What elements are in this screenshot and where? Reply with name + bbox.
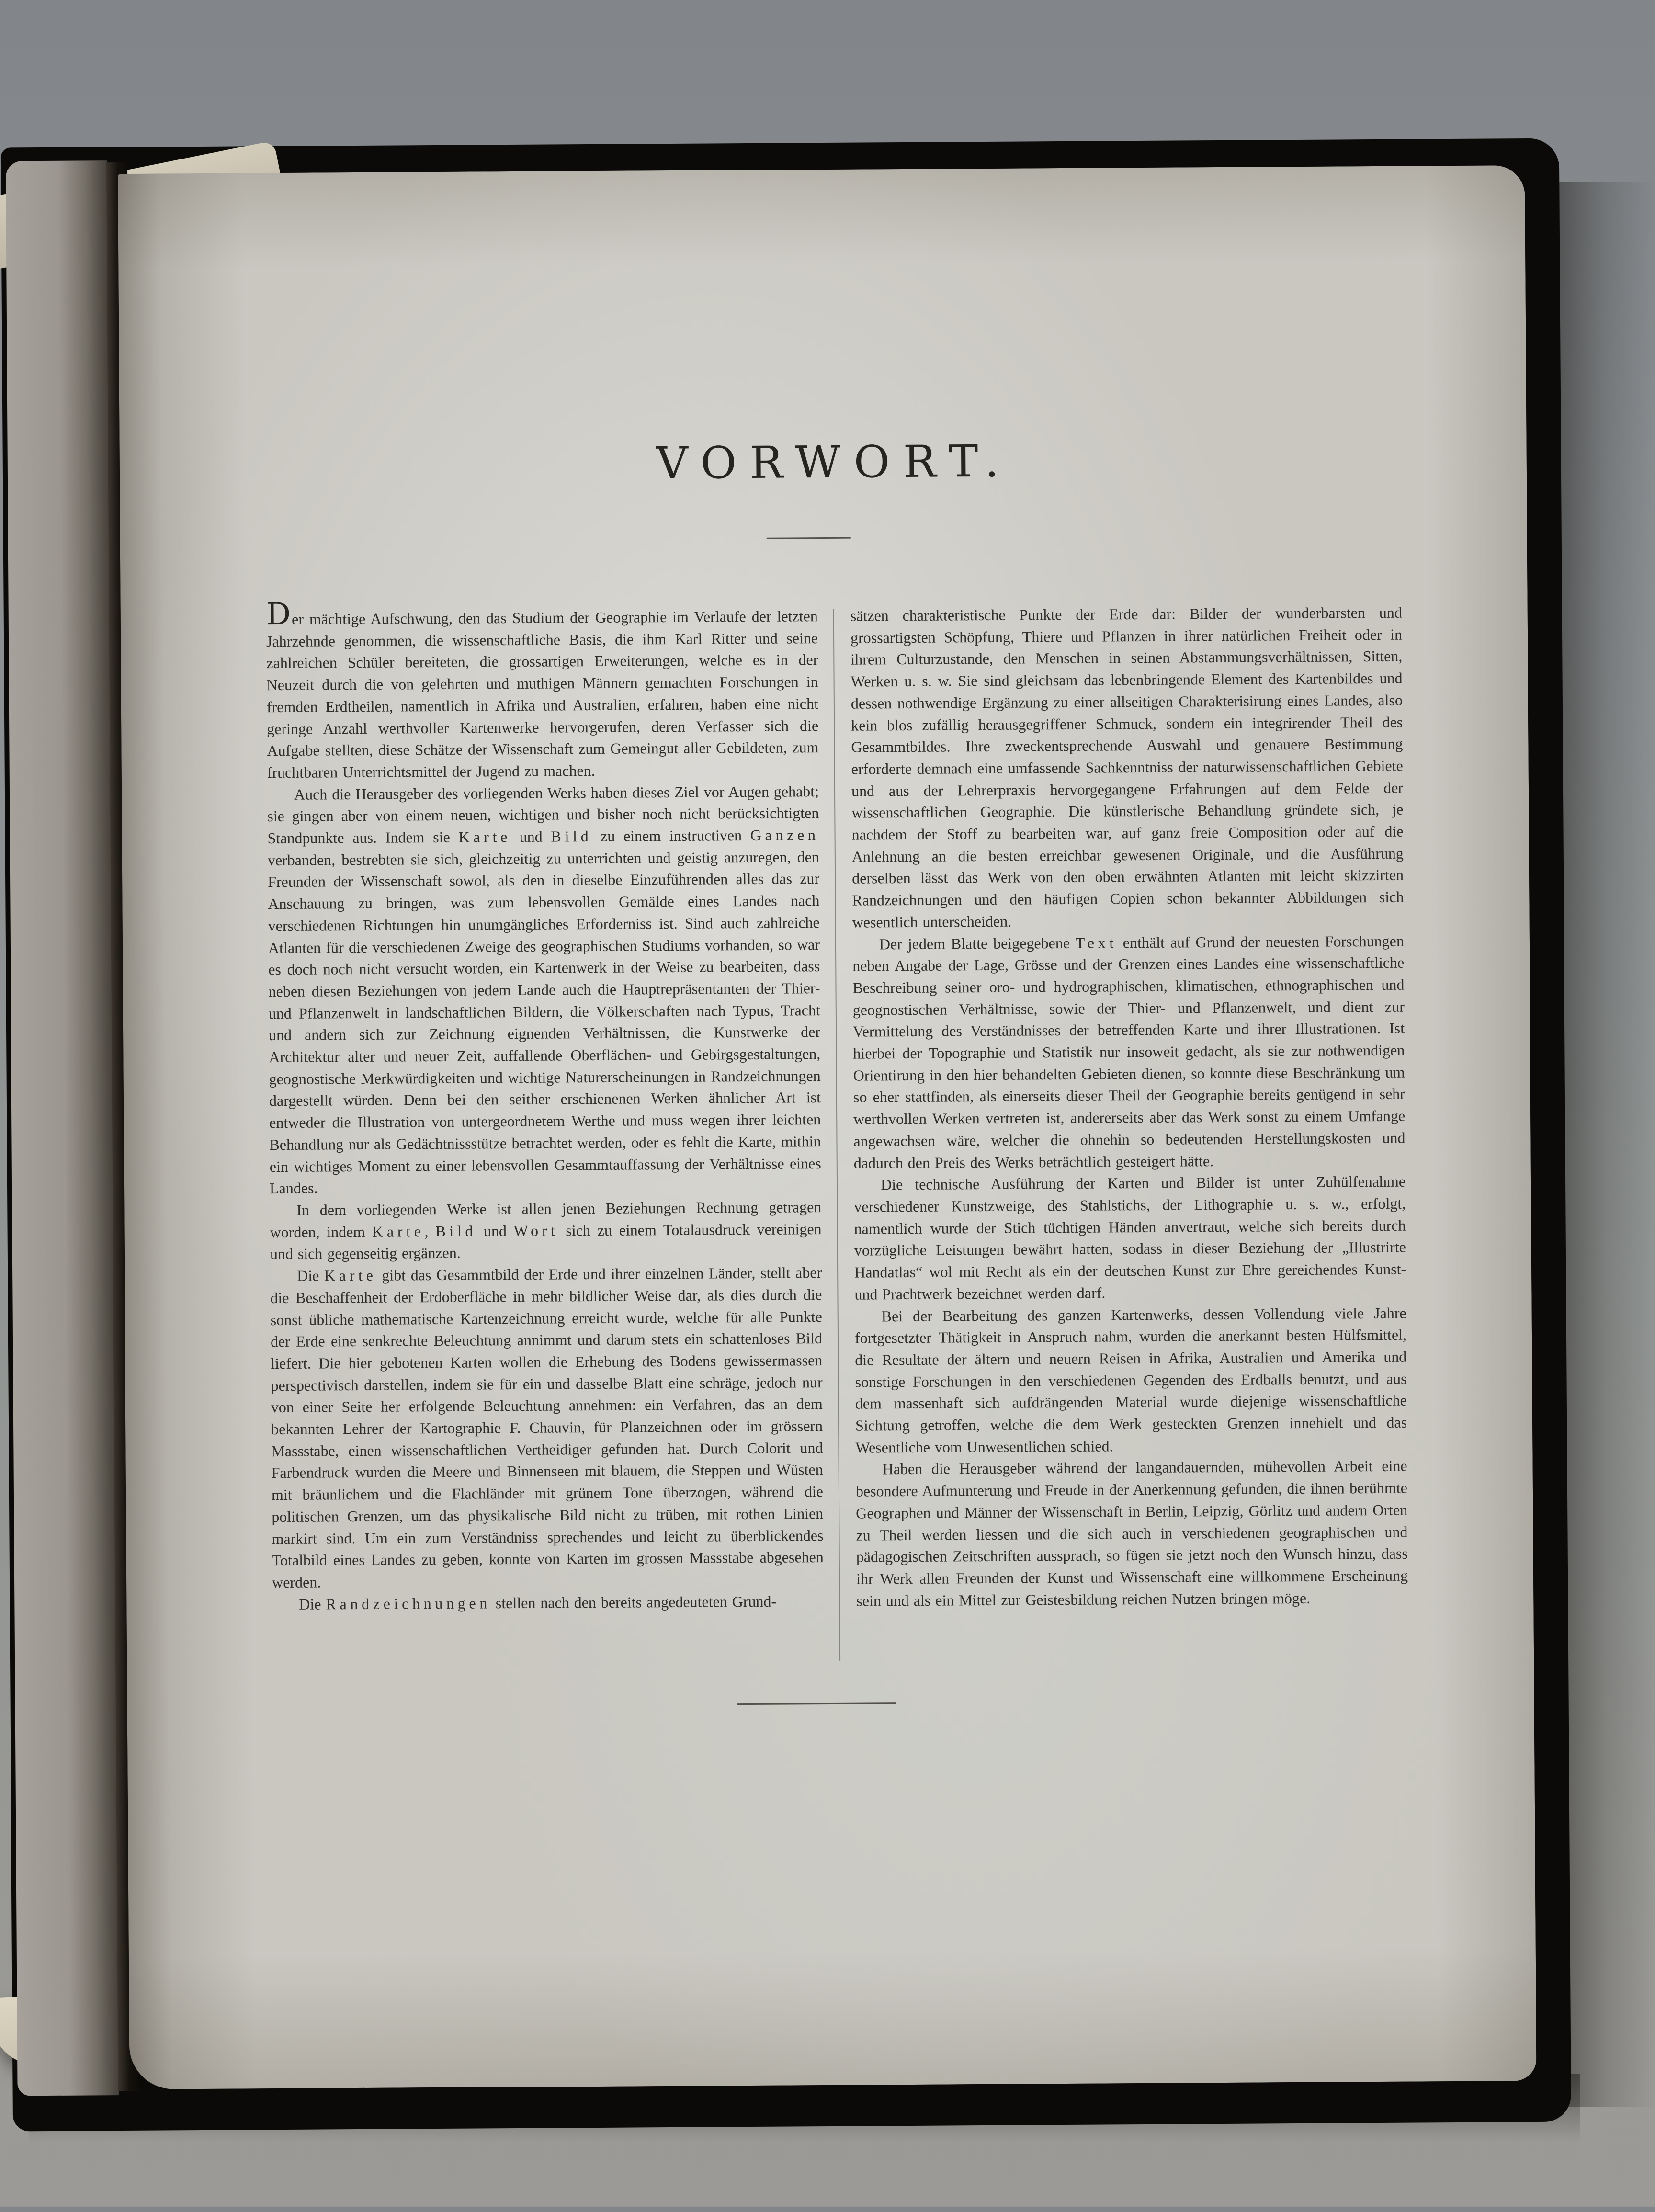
paragraph: sätzen charakteristische Punkte der Erde dar: Bilder der wunderbarsten und grossartigsten Schöpfung, Thiere und Pflanzen in ihrer natürlichen Freiheit oder in ihrem Culturzustande, den Menschen in seinen Abstammungsverhältnissen, Sitten, Werken u. s. w. Sie sind gleichsam das lebenbringende Element des Kartenbildes und dessen nothwendige Ergänzung zu einer allseitigen Charakterisirung eines Landes, also kein blos zufällig herausgegriffener Schmuck, sondern ein integrirender Theil des Gesammtbildes. Ihre zweckentsprechende Auswahl und genauere Bestimmung erforderte demnach eine umfassende Sachkenntniss der naturwissenschaftlichen Gebiete und aus der Lehrerpraxis hervorgegangene Erfahrungen auf dem Felde der wissenschaftlichen Geographie. Die künstlerische Behandlung gründete sich, je nachdem der Stoff zu bearbeiten war, auf ganz freie Composition oder auf die Anlehnung an die besten erreichbar gewesenen Originale, und die Ausführung derselben lässt das Werk von den oben erwähnten Atlanten mit leicht skizzirten Randzeichnungen und den häufigen Copien schon bekannter Abbildungen sich wesentlich unterscheiden. [850,603,1404,931]
paragraph: Der jedem Blatte beigegebene Text enthält auf Grund der neuesten Forschungen neben Angabe der Lage, Grösse und der Grenzen eines Landes eine wissenschaftliche Beschreibung seiner oro- und hydrographischen, klimatischen, ethnographischen und geognostischen Verhältnisse, sowie der Thier- und Pflanzenwelt, und dient zur Vermittelung des Verständnisses der betreffenden Karte und ihrer Illustrationen. Ist hierbei der Topographie und Statistik nur insoweit gedacht, als sie zur nothwendigen Orientirung in den hier behandelten Gebieten dienen, so konnte diese Beschränkung um so eher stattfinden, als einerseits dieser Theil der Geographie bereits genügend in sehr werthvollen Werken vertreten ist, andererseits aber das Werk sonst zu einem Umfange angewachsen wäre, welcher die ohnehin so bedeutenden Herstellungskosten und dadurch den Preis des Werks beträchtlich gesteigert hätte. [852,932,1406,1172]
drop-initial: D [266,596,291,633]
paragraph: Auch die Herausgeber des vorliegenden Werks haben dieses Ziel vor Augen gehabt; sie gingen aber von einem neuen, wichtigen und bisher noch nicht berücksichtigten Standpunkte aus. Indem sie Karte und Bild zu einem instructiven Ganzen verbanden, bestrebten sie sich, gleichzeitig zu unterrichten und geistig anzuregen, den Freunden der Wissenschaft sowol, als den in dieselbe Einzuführenden alles das zur Anschauung zu bringen, was zum lebensvollen Gemälde eines Landes nach verschiedenen Richtungen hin unumgängliches Erforderniss ist. Sind auch zahlreiche Atlanten für die verschiedenen Zweige des geographischen Studiums vorhanden, so war es doch noch nicht versucht worden, ein Kartenwerk in der Weise zu bearbeiten, dass neben diesen Beziehungen von jedem Lande auch die Hauptrepräsentanten der Thier- und Pflanzenwelt in landschaftlichen Bildern, die Völkerschaften nach Typus, Tracht und andern sich zur Zeichnung eignenden Verhältnissen, die Kunstwerke der Architektur alter und neuer Zeit, auffallende Oberflächen- und Gebirgsgestaltungen, geognostische Merkwürdigkeiten und wichtige Naturerscheinungen in Randzeichnungen dargestellt würden. Denn bei den seither erschienenen Werken ähnlicher Art ist entweder die Illustration von untergeordnetem Werthe und muss wegen ihrer leichten Behandlung nur als Gedächtnissstütze betrachtet werden, oder es fehlt die Karte, mithin ein wichtiges Moment zu einer lebensvollen Gesammtauffassung der Verhältnisse eines Landes. [267,782,821,1197]
paragraph: Haben die Herausgeber während der langandauernden, mühevollen Arbeit eine besondere Aufmunterung und Freude in der Anerkennung gefunden, die ihnen berühmte Geographen und Männer der Wissenschaft in Berlin, Leipzig, Görlitz und andern Orten zu Theil werden liessen und die sich auch in verschiedenen geographischen und pädagogischen Zeitschriften aussprach, so fügen sie jetzt noch den Wunsch hinzu, dass ihr Werk allen Freunden der Kunst und Wissenschaft eine willkommene Erscheinung sein und als ein Mittel zur Geistesbildung reichen Nutzen bringen möge. [855,1457,1408,1610]
facing-page [6,160,119,2096]
paragraph: Bei der Bearbeitung des ganzen Kartenwerks, dessen Vollendung viele Jahre fortgesetzter Thätigkeit in Anspruch nahm, wurden die anerkannt besten Hülfsmittel, die Resultate der ältern und neuern Reisen in Afrika, Australien und Amerika und sonstige Forschungen in den verschiedenen Gegenden des Erdballs benutzt, und aus dem massenhaft sich aufdrängenden Material wurde diejenige wissenschaftliche Sichtung getroffen, welche die dem Werk gesteckten Grenzen innehielt und das Wesentliche vom Unwesentlichen schied. [854,1304,1407,1456]
page-title: VORWORT. [656,435,1012,489]
paragraph: Die technische Ausführung der Karten und Bilder ist unter Zuhülfenahme verschiedener Kunstzweige, des Stahlstichs, der Lithographie u. s. w., erfolgt, namentlich wurde der Stich tüchtigen Händen anvertraut, welche sich bereits durch vorzügliche Leistungen bewährt hatten, sodass in dieser Beziehung der „Illustrirte Handatlas“ wol mit Recht als ein der deutschen Kunst zur Ehre gereichendes Kunst- und Prachtwerk bezeichnet werden darf. [854,1172,1406,1303]
paragraph: Die Randzeichnungen stellen nach den bereits angedeuteten Grund- [299,1592,777,1613]
column-left [266,596,824,1615]
paragraph: In dem vorliegenden Werke ist allen jenen Beziehungen Rechnung getragen worden, indem Karte, Bild und Wort sich zu einem Totalausdruck vereinigen und sich gegenseitig ergänzen. [270,1198,822,1263]
paragraph: Der mächtige Aufschwung, den das Studium der Geographie im Verlaufe der letzten Jahrzehnde genommen, die wissenschaftliche Basis, die ihm Karl Ritter und seine zahlreichen Schüler bereiteten, die grossartigen Erweiterungen, welche es in der Neuzeit durch die von gelehrten und muthigen Männern gemachten Forschungen in fremden Erdtheilen, namentlich in Afrika und Australien, erfahren, haben eine nicht geringe Anzahl werthvoller Kartenwerke hervorgerufen, deren Verfasser sich die Aufgabe stellten, diese Schätze der Wissenschaft zum Gemeingut aller Gebildeten, zum fruchtbaren Unterrichtsmittel der Jugend zu machen. [266,596,819,782]
paragraph: Die Karte gibt das Gesammtbild der Erde und ihrer einzelnen Länder, stellt aber die Beschaffenheit der Erdoberfläche in mehr bildlicher Weise dar, als dies durch die sonst übliche mathematische Kartenzeichnung erreicht wurde, welche für alle Punkte der Erde eine senkrechte Beleuchtung annimmt und darum stets ein schattenloses Bild liefert. Die hier gebotenen Karten wollen die Erhebung des Bodens gewissermassen perspectivisch darstellen, indem sie für ein und dasselbe Blatt eine schräge, jedoch nur von einer Seite her erfolgende Beleuchtung annehmen: ein Verfahren, das an dem bekannten Lehrer der Kartographie F. Chauvin, für Planzeichnen oder im grössern Massstabe, einen wissenschaftlichen Vertheidiger gefunden hat. Durch Colorit und Farbendruck wurden die Meere und Binnenseen mit blauem, die Steppen und Wüsten mit bräunlichem und die Flachländer mit grünem Tone überzogen, während die politischen Grenzen, um das physikalische Bild nicht zu trüben, mit rothen Linien markirt sind. Um ein zum Verständniss sprechendes und leicht zu überblickendes Totalbild eines Landes zu geben, konnte von Karten im grossen Massstabe abgesehen werden. [270,1264,824,1591]
column-right [850,602,1408,1612]
